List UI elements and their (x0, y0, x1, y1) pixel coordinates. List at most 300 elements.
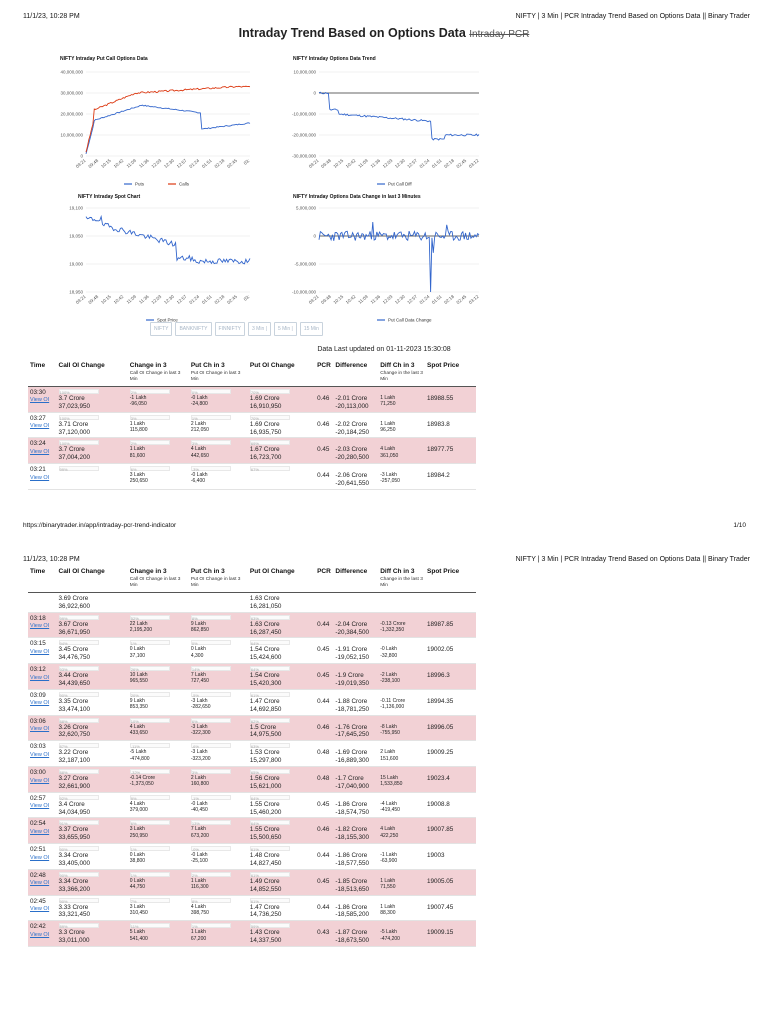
difference-raw: -18,155,300 (335, 834, 370, 842)
diff-change-3-raw: -474,200 (380, 935, 400, 942)
difference-raw: -18,585,200 (335, 911, 370, 919)
put-change-3-cell (189, 921, 248, 947)
put-change-3-cell (189, 792, 248, 818)
call-change-3-raw: 250,950 (129, 832, 148, 839)
put-oi-raw: 16,281,050 (249, 602, 282, 610)
pcr-value: 0.44 (317, 472, 330, 480)
pct-bar: 100% (59, 389, 99, 394)
call-change-3-raw: 81,600 (129, 452, 146, 459)
call-change-3-value: 1 Lakh (129, 446, 145, 453)
table-row (28, 464, 476, 490)
pcr-cell (315, 921, 333, 947)
spot-price-value: 19008.8 (427, 800, 450, 808)
diff-change-3-cell (378, 689, 425, 715)
pcr-value: 0.48 (317, 749, 330, 757)
pct-bar: 8% (191, 615, 231, 620)
put-change-3-cell (189, 689, 248, 715)
pct-bar: 89% (59, 923, 99, 928)
pcr-cell (315, 818, 333, 844)
pct-bar: 0% (191, 389, 231, 394)
difference-value: -1.85 Crore (335, 877, 368, 885)
call-oi-raw: 34,439,650 (58, 679, 91, 687)
x-tick-label: 12:57 (406, 157, 419, 170)
difference-raw: -18,574,750 (335, 808, 370, 816)
put-change-3-value: 1 Lakh (190, 877, 206, 884)
call-oi-raw: 37,004,200 (58, 454, 91, 462)
diff-change-3-value: 1 Lakh (380, 903, 396, 910)
put-oi-cell (248, 792, 315, 818)
y-tick-label: 40,000,000 (60, 69, 83, 75)
call-change-3-value: 3 Lakh (129, 826, 145, 833)
put-change-3-raw: 67,200 (190, 935, 207, 942)
put-oi-cell (248, 592, 315, 612)
difference-value: -1.86 Crore (335, 852, 368, 860)
x-tick-label: 11:09 (125, 293, 138, 305)
call-change-3-value: 0 Lakh (129, 646, 145, 653)
call-oi-raw: 37,023,950 (58, 402, 91, 410)
15min-button[interactable]: 15 Min (300, 322, 323, 336)
x-tick-label: 01:51 (430, 293, 443, 306)
difference-value: -1.76 Crore (335, 723, 368, 731)
diff-change-3-cell (378, 869, 425, 895)
time-cell (28, 689, 57, 715)
view-oi-link[interactable]: View OI (30, 674, 50, 681)
call-oi-cell (57, 464, 128, 490)
table-header-row (28, 566, 476, 577)
table-row (28, 438, 476, 464)
call-oi-value: 3.69 Crore (58, 594, 89, 602)
time-cell (28, 638, 57, 664)
table-row (28, 412, 476, 438)
put-change-3-cell (189, 715, 248, 741)
time-cell (28, 895, 57, 921)
view-oi-link[interactable]: View OI (30, 448, 50, 455)
time-cell (28, 741, 57, 767)
call-oi-cell (57, 767, 128, 793)
diff-change-3-raw: 151,600 (380, 755, 399, 762)
put-oi-cell (248, 921, 315, 947)
pct-bar: 61% (250, 898, 290, 903)
call-change-3-cell (128, 741, 189, 767)
put-change-3-raw: 727,450 (190, 678, 209, 685)
difference-cell (333, 921, 378, 947)
x-tick-label: 10:42 (112, 157, 125, 170)
table-row (28, 869, 476, 895)
series-line (319, 92, 479, 140)
call-change-3-raw: 44,750 (129, 884, 146, 891)
call-change-3-value: 9 Lakh (129, 697, 145, 704)
spot-price-cell (425, 438, 476, 464)
call-change-3-cell (128, 412, 189, 438)
put-oi-raw: 14,736,250 (249, 911, 282, 919)
put-change-3-cell (189, 895, 248, 921)
call-oi-cell (57, 741, 128, 767)
view-oi-link[interactable]: View OI (30, 880, 50, 887)
view-oi-link[interactable]: View OI (30, 423, 50, 430)
call-change-3-value: -0.14 Crore (129, 775, 156, 781)
column-subheader: Change in the last 3 Min (378, 577, 425, 592)
put-oi-raw: 15,424,600 (249, 654, 282, 662)
banknifty-button[interactable]: BANKNIFTY (175, 322, 211, 336)
diff-change-3-cell (378, 638, 425, 664)
call-change-3-value: 4 Lakh (129, 723, 145, 730)
view-oi-link[interactable]: View OI (30, 623, 50, 630)
call-oi-cell (57, 715, 128, 741)
diff-change-3-value: -4 Lakh (380, 800, 397, 807)
series-line (86, 86, 250, 152)
put-oi-value: 1.55 Crore (249, 800, 280, 808)
pcr-cell (315, 715, 333, 741)
column-subheader: Change in the last 3 Min (378, 371, 425, 386)
put-oi-raw: 16,723,700 (249, 454, 282, 462)
difference-cell (333, 818, 378, 844)
difference-cell (333, 386, 378, 412)
call-change-3-value: 4 Lakh (129, 800, 145, 807)
put-change-3-value: 1 Lakh (190, 929, 206, 936)
table-row (28, 818, 476, 844)
column-header: Call OI Change (58, 362, 105, 369)
spot-price-value: 18987.85 (427, 620, 454, 628)
call-oi-cell (57, 386, 128, 412)
column-header: Change in 3 (129, 568, 167, 575)
call-change-3-value: 0 Lakh (129, 852, 145, 859)
call-oi-cell (57, 592, 128, 612)
call-change-3-raw: 965,550 (129, 678, 148, 685)
pct-bar: 62% (250, 718, 290, 723)
put-oi-raw: 16,910,950 (249, 402, 282, 410)
put-oi-value: 1.49 Crore (249, 877, 280, 885)
put-oi-cell (248, 818, 315, 844)
put-oi-cell (248, 638, 315, 664)
call-oi-value: 3.34 Crore (58, 852, 89, 860)
spot-price-cell (425, 869, 476, 895)
put-oi-cell (248, 612, 315, 638)
time-cell (28, 386, 57, 412)
x-tick-label: 11:09 (357, 293, 369, 305)
call-oi-value: 3.7 Crore (58, 394, 85, 402)
call-oi-cell (57, 438, 128, 464)
call-oi-value: 3.22 Crore (58, 749, 89, 757)
spot-price-cell (425, 844, 476, 870)
diff-change-3-cell (378, 664, 425, 690)
spot-price-value: 18977.75 (427, 446, 454, 454)
x-tick-label: 10:42 (344, 157, 357, 170)
pct-bar: 87% (59, 743, 99, 748)
view-oi-link[interactable]: View OI (30, 700, 50, 707)
difference-cell (333, 792, 378, 818)
put-oi-raw: 14,337,500 (249, 937, 282, 945)
put-change-3-cell (189, 464, 248, 490)
x-tick-label: 02:45 (226, 157, 239, 170)
call-change-3-cell (128, 844, 189, 870)
view-oi-link[interactable]: View OI (30, 474, 50, 481)
put-oi-cell (248, 664, 315, 690)
difference-value: -2.04 Crore (335, 620, 368, 628)
spot-price-cell (425, 741, 476, 767)
call-change-3-cell (128, 689, 189, 715)
y-tick-label: 0 (313, 233, 316, 239)
put-oi-cell (248, 741, 315, 767)
put-oi-cell (248, 715, 315, 741)
y-tick-label: 19,100 (69, 205, 83, 211)
view-oi-link[interactable]: View OI (30, 648, 50, 655)
view-oi-link[interactable]: View OI (30, 751, 50, 758)
x-tick-label: 03: (242, 293, 251, 302)
pcr-value: 0.46 (317, 826, 330, 834)
finnifty-button[interactable]: FINNIFTY (215, 322, 246, 336)
index-timeframe-buttons (150, 322, 323, 336)
spot-price-cell (425, 386, 476, 412)
call-change-3-value: 1 Lakh (129, 420, 145, 427)
x-tick-label: 12:30 (393, 293, 406, 306)
call-oi-raw: 32,661,900 (58, 782, 91, 790)
difference-cell (333, 741, 378, 767)
diff-change-3-raw: -238,100 (380, 678, 400, 685)
x-tick-label: 01:24 (188, 157, 201, 170)
spot-price-cell (425, 895, 476, 921)
view-oi-link[interactable]: View OI (30, 726, 50, 733)
pcr-value: 0.45 (317, 877, 330, 885)
call-oi-cell (57, 412, 128, 438)
nifty-button[interactable]: NIFTY (150, 322, 172, 336)
call-oi-value: 3.34 Crore (58, 877, 89, 885)
view-oi-link[interactable]: View OI (30, 397, 50, 404)
call-change-3-raw: 379,000 (129, 806, 148, 813)
pct-bar: 9% (130, 795, 170, 800)
put-oi-raw: 14,852,550 (249, 885, 282, 893)
difference-cell (333, 612, 378, 638)
pct-bar: 11% (130, 923, 170, 928)
diff-change-3-cell (378, 741, 425, 767)
5min-button[interactable]: 5 Min | (274, 322, 297, 336)
diff-change-3-value: 4 Lakh (380, 446, 396, 453)
change-3min-chart (275, 194, 485, 323)
table-row-continued (28, 592, 476, 612)
pct-bar: 2% (130, 440, 170, 445)
difference-raw: -17,040,900 (335, 782, 370, 790)
pct-bar: 2% (130, 389, 170, 394)
call-oi-raw: 36,671,950 (58, 628, 91, 636)
put-oi-raw: 14,975,500 (249, 731, 282, 739)
pct-bar: 67% (250, 466, 290, 471)
column-header: Difference (335, 568, 368, 575)
table-row (28, 921, 476, 947)
diff-change-3-cell (378, 818, 425, 844)
pcr-value: 0.44 (317, 697, 330, 705)
pct-bar: 3% (130, 415, 170, 420)
call-change-3-raw: 433,650 (129, 729, 148, 736)
x-tick-label: 11:36 (138, 293, 150, 305)
table-row (28, 612, 476, 638)
spot-price-cell (425, 715, 476, 741)
column-header: Put OI Change (249, 362, 295, 369)
x-tick-label: 12:03 (381, 293, 394, 306)
pcr-value: 0.46 (317, 420, 330, 428)
call-oi-cell (57, 612, 128, 638)
x-tick-label: 09:48 (87, 157, 100, 170)
diff-change-3-value: -2 Lakh (380, 672, 397, 679)
put-oi-cell (248, 689, 315, 715)
diff-change-3-value: -0.13 Crore (380, 620, 406, 627)
difference-cell (333, 689, 378, 715)
diff-change-3-cell (378, 895, 425, 921)
diff-change-3-value: 1 Lakh (380, 394, 396, 401)
x-tick-label: 09:48 (87, 293, 100, 306)
call-change-3-raw: -474,800 (129, 755, 150, 762)
diff-change-3-raw: -32,800 (380, 652, 398, 659)
call-change-3-cell (128, 767, 189, 793)
spot-price-value: 19009.15 (427, 929, 454, 937)
column-header: PCR (317, 362, 331, 369)
difference-cell (333, 438, 378, 464)
view-oi-link[interactable]: View OI (30, 803, 50, 810)
put-change-3-raw: 862,850 (190, 626, 209, 633)
view-oi-link[interactable]: View OI (30, 854, 50, 861)
put-oi-value: 1.43 Crore (249, 929, 280, 937)
x-tick-label: 11:09 (357, 157, 369, 169)
put-change-3-raw: 212,050 (190, 426, 209, 433)
diff-change-3-raw: -755,950 (380, 729, 400, 736)
call-change-3-cell (128, 638, 189, 664)
x-tick-label: 11:36 (138, 157, 150, 169)
pcr-cell (315, 464, 333, 490)
pct-bar: 90% (59, 898, 99, 903)
series-line (319, 222, 479, 292)
x-tick-label: 10:42 (344, 293, 357, 306)
put-oi-raw: 15,621,000 (249, 782, 282, 790)
call-oi-cell (57, 689, 128, 715)
row-time: 03:03 (30, 743, 46, 751)
diff-change-3-cell (378, 438, 425, 464)
row-time: 03:15 (30, 640, 46, 648)
difference-value: -2.06 Crore (335, 472, 368, 480)
pct-bar: 64% (250, 640, 290, 645)
3min-button[interactable]: 3 Min | (248, 322, 271, 336)
x-tick-label: 12:03 (150, 157, 163, 170)
difference-raw: -18,673,500 (335, 937, 370, 945)
time-cell (28, 792, 57, 818)
put-oi-raw: 14,827,450 (249, 860, 282, 868)
x-tick-label: 10:15 (100, 157, 112, 170)
call-change-3-raw: 541,400 (129, 935, 148, 942)
pcr-value: 0.45 (317, 800, 330, 808)
pcr-cell (315, 638, 333, 664)
call-oi-value: 3.67 Crore (58, 620, 89, 628)
call-oi-value: 3.3 Crore (58, 929, 85, 937)
pct-bar: 70% (250, 389, 290, 394)
x-tick-label: 01:24 (418, 293, 431, 306)
view-oi-link[interactable]: View OI (30, 931, 50, 938)
pcr-value: 0.44 (317, 620, 330, 628)
pct-bar: 1% (191, 923, 231, 928)
table-row (28, 715, 476, 741)
pct-bar: -3% (191, 466, 231, 471)
view-oi-link[interactable]: View OI (30, 906, 50, 913)
call-oi-raw: 33,474,100 (58, 705, 91, 713)
pct-bar: 20% (130, 692, 170, 697)
difference-cell (333, 412, 378, 438)
y-tick-label: 0 (80, 153, 83, 159)
y-tick-label: 19,050 (69, 233, 83, 239)
pct-bar: 88% (59, 718, 99, 723)
column-header: Put OI Change (249, 568, 295, 575)
view-oi-link[interactable]: View OI (30, 828, 50, 835)
call-oi-value: 3.35 Crore (58, 697, 89, 705)
call-change-3-raw: 38,800 (129, 858, 146, 865)
put-change-3-value: -0 Lakh (190, 394, 208, 401)
call-change-3-cell (128, 818, 189, 844)
call-oi-raw: 33,366,200 (58, 885, 91, 893)
put-change-3-raw: -323,200 (190, 755, 211, 762)
time-cell (28, 438, 57, 464)
pct-bar: 2% (191, 872, 231, 877)
difference-raw: -20,384,500 (335, 628, 370, 636)
difference-value: -2.03 Crore (335, 446, 368, 454)
call-change-3-raw: 37,100 (129, 652, 146, 659)
legend-label: Spot Price (157, 317, 178, 323)
pct-bar: 52% (130, 615, 170, 620)
difference-value: -1.7 Crore (335, 775, 364, 782)
call-change-3-raw: 115,800 (129, 426, 148, 433)
put-oi-value: 1.54 Crore (249, 672, 280, 680)
put-oi-cell (248, 895, 315, 921)
put-oi-raw: 16,935,750 (249, 428, 282, 436)
spot-price-cell (425, 792, 476, 818)
column-header: Time (30, 362, 46, 369)
put-oi-raw: 16,287,450 (249, 628, 282, 636)
put-oi-raw: 15,420,300 (249, 679, 282, 687)
pcr-cell (315, 412, 333, 438)
column-subheader: Put OI Change in last 3 Min (189, 371, 248, 386)
diff-change-3-value: 1 Lakh (380, 877, 396, 884)
legend-label: Puts (135, 181, 145, 187)
column-subheader: Call OI Change in last 3 Min (128, 577, 189, 592)
row-time: 02:54 (30, 820, 46, 828)
y-tick-label: 0 (313, 90, 316, 96)
call-oi-raw: 34,476,750 (58, 654, 91, 662)
difference-raw: -20,113,000 (335, 402, 369, 410)
call-oi-raw: 36,922,600 (58, 602, 91, 610)
call-oi-cell (57, 664, 128, 690)
x-tick-label: 03: (242, 157, 251, 166)
call-oi-raw: 33,011,000 (58, 937, 90, 945)
column-header: PCR (317, 568, 331, 575)
x-tick-label: 09:48 (320, 157, 332, 170)
diff-change-3-raw: -63,900 (380, 858, 398, 865)
put-oi-cell (248, 412, 315, 438)
row-time: 03:24 (30, 440, 46, 448)
table-row (28, 792, 476, 818)
diff-change-3-cell (378, 412, 425, 438)
options-trend-chart (275, 56, 485, 186)
table-row (28, 844, 476, 870)
put-change-3-value: 2 Lakh (190, 775, 206, 781)
title-struck: Intraday PCR (469, 29, 530, 40)
row-time: 02:45 (30, 897, 46, 905)
put-change-3-value: 9 Lakh (190, 620, 206, 627)
time-cell (28, 664, 57, 690)
pcr-cell (315, 689, 333, 715)
put-oi-value: 1.54 Crore (249, 646, 280, 654)
put-oi-raw: 15,500,650 (249, 834, 282, 842)
put-oi-cell (248, 438, 315, 464)
view-oi-link[interactable]: View OI (30, 777, 50, 784)
x-tick-label: 09:21 (307, 293, 320, 306)
print-footer (23, 522, 746, 529)
put-oi-raw: 15,297,800 (249, 757, 282, 765)
diff-change-3-raw: 422,250 (380, 832, 399, 839)
pct-bar: 6% (130, 466, 170, 471)
